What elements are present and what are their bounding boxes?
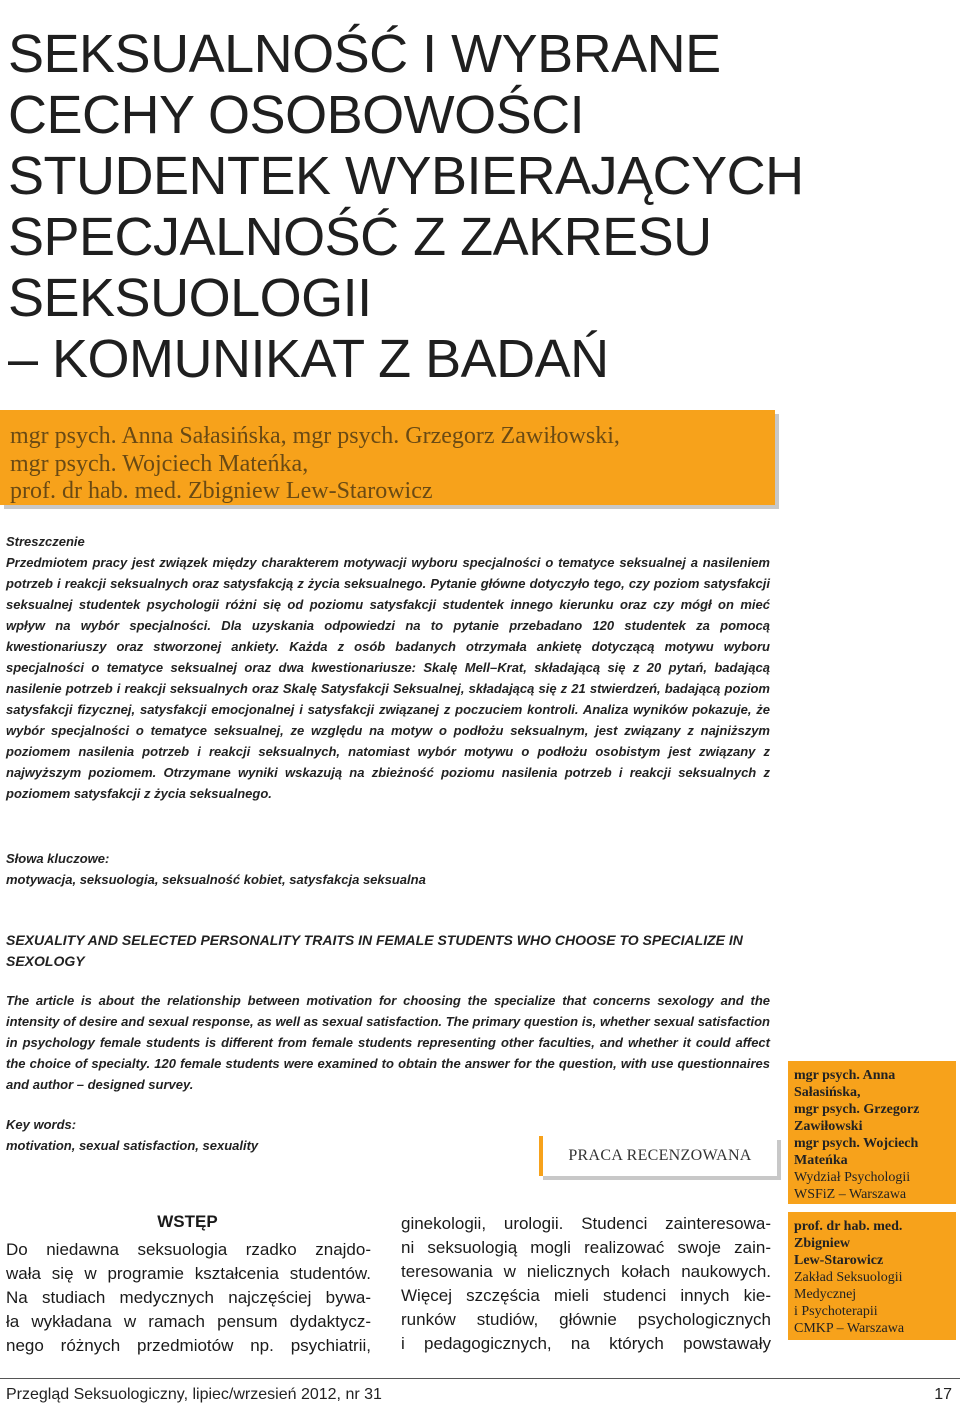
- authors-line: prof. dr hab. med. Zbigniew Lew-Starowicz: [10, 478, 433, 504]
- english-title: SEXUALITY AND SELECTED PERSONALITY TRAITS IN FEMALE STUDENTS WHO CHOOSE TO SPECIALIZE IN SEXOLOGY: [6, 932, 743, 969]
- body-line: teresowania w nielicznych kołach naukowych.: [401, 1262, 771, 1281]
- department: Wydział Psychologii: [794, 1170, 911, 1185]
- author-name: Mateńka: [794, 1153, 848, 1168]
- body-line: Więcej szczęścia mieli studenci innych kie-: [401, 1286, 771, 1305]
- keywords-english: [6, 1114, 526, 1156]
- section-heading: WSTĘP: [157, 1212, 218, 1231]
- abstract-heading: Streszczenie: [6, 534, 85, 549]
- body-line: i pedagogicznych, na których powstawały: [401, 1334, 771, 1353]
- department: WSFiZ – Warszawa: [794, 1187, 907, 1202]
- body-line: wała się w programie kształcenia studentów.: [6, 1264, 371, 1283]
- keywords-text: motivation, sexual satisfaction, sexuality: [6, 1138, 259, 1153]
- authors-line: mgr psych. Wojciech Mateńka,: [10, 451, 309, 477]
- body-line: nego różnych przedmiotów np. psychiatrii,: [6, 1336, 371, 1355]
- authors-line: mgr psych. Anna Sałasińska, mgr psych. Grzegorz Zawiłowski,: [10, 423, 620, 449]
- authors-banner: [0, 410, 775, 505]
- abstract-text: Przedmiotem pracy jest związek między charakterem motywacji wyboru specjalności o tematyce seksualnej a nasileniem potrzeb i reakcji seksualnych oraz satysfakcją z życia seksualnego. Pytanie główne dotyczyło tego, czy poziom satysfakcji seksualnej studentek psychologii różni się od poziomu satysfakcji studentek innego kierunku oraz czy mógł on mieć wpływ na wybór specjalności. Dla uzyskania odpowiedzi na to pytanie przebadano 120 studentek za pomocą kwestionariuszy oraz stworzonej ankiety. Każda z osób badanych otrzymała ankietę dotyczącą motywu wyboru specjalności o tematyce seksualnej oraz dwa kwestionariusze: Skalę Mell–Krat, składającą się z 20 pytań, badającą nasilenie potrzeb i reakcji seksualnych oraz Skalę Satysfakcji Seksualnej, składającą się z 21 stwierdzeń, badającą poziom satysfakcji fizycznej, satysfakcji emocjonalnej i satysfakcji związanej z poczuciem kontroli. Analiza wyników pokazuje, że wybór specjalności o tematyce seksualnej, ze względu na motyw o podłożu seksualnym, jest związany z najniższym poziomem nasilenia potrzeb i reakcji seksualnych, natomiast wybór motywu o podłożu osobistym jest związany z najwyższym poziomem. Otrzymane wyniki wskazują na zbieżność poziomu nasilenia potrzeb i reakcji seksualnych z poziomem satysfakcji z życia seksualnego.: [6, 555, 770, 801]
- affiliation-professor: [788, 1212, 956, 1340]
- title-line: CECHY OSOBOWOŚCI: [8, 85, 585, 145]
- author-name: Zbigniew: [794, 1236, 851, 1251]
- abstract-polish: [6, 531, 770, 804]
- body-line: ginekologii, urologii. Studenci zainteresowa-: [401, 1214, 771, 1233]
- author-name: Lew-Starowicz: [794, 1253, 884, 1268]
- department: Medycznej: [794, 1287, 857, 1302]
- abstract-english: The article is about the relationship between motivation for choosing the specialize that concerns sexology and the intensity of desire and sexual response, as well as sexual satisfaction. The primary question is, whether sexual satisfaction in psychology female students is different from female students representing other faculties, and whether it could affect the choice of specialty. 120 female students were examined to obtain the answer for the question, with use questionnaires and author – designed survey.: [6, 993, 770, 1092]
- keywords-polish: [6, 848, 770, 890]
- author-name: mgr psych. Anna: [794, 1068, 896, 1083]
- department: i Psychoterapii: [794, 1304, 878, 1319]
- body-line: ła wykładana w ramach pensum dydaktycz-: [6, 1312, 371, 1331]
- title-line: SEKSUOLOGII: [8, 268, 372, 328]
- keywords-label: Słowa kluczowe:: [6, 851, 110, 866]
- body-line: Na studiach medycznych najczęściej bywa-: [6, 1288, 371, 1307]
- author-name: Sałasińska,: [794, 1085, 861, 1100]
- peer-reviewed-badge: PRACA RECENZOWANA: [539, 1136, 777, 1176]
- body-line: ni seksuologią mogli realizować swoje zain-: [401, 1238, 771, 1257]
- department: CMKP – Warszawa: [794, 1321, 905, 1336]
- department: Zakład Seksuologii: [794, 1270, 903, 1285]
- footer-divider: [0, 1378, 960, 1379]
- body-line: runków studiów, głównie psychologicznych: [401, 1310, 771, 1329]
- author-name: mgr psych. Grzegorz: [794, 1102, 920, 1117]
- journal-citation: Przegląd Seksuologiczny, lipiec/wrzesień 2012, nr 31: [6, 1386, 382, 1403]
- article-title: [8, 24, 804, 390]
- keywords-label: Key words:: [6, 1117, 77, 1132]
- title-line: SEKSUALNOŚĆ I WYBRANE: [8, 24, 721, 84]
- body-column-left: [6, 1238, 371, 1358]
- title-line: STUDENTEK WYBIERAJĄCYCH: [8, 146, 804, 206]
- keywords-text: motywacja, seksuologia, seksualność kobiet, satysfakcja seksualna: [6, 872, 426, 887]
- author-name: mgr psych. Wojciech: [794, 1136, 919, 1151]
- title-line: – KOMUNIKAT Z BADAŃ: [8, 329, 609, 389]
- body-line: Do niedawna seksuologia rzadko znajdo-: [6, 1240, 371, 1259]
- body-column-right: [401, 1212, 771, 1356]
- affiliation-authors: [788, 1061, 956, 1204]
- author-name: prof. dr hab. med.: [794, 1219, 903, 1234]
- page-number: 17: [934, 1386, 952, 1403]
- title-line: SPECJALNOŚĆ Z ZAKRESU: [8, 207, 712, 267]
- author-name: Zawiłowski: [794, 1119, 863, 1134]
